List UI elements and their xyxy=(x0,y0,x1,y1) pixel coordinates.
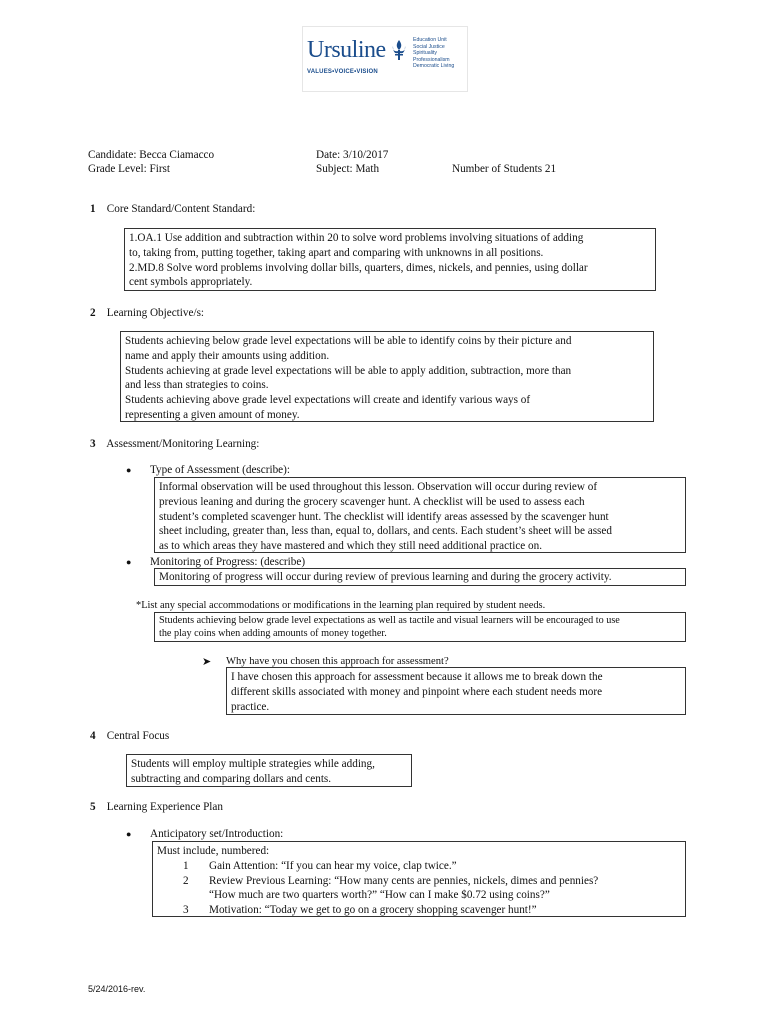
section-3-heading: 3 Assessment/Monitoring Learning: xyxy=(90,438,260,450)
bullet-icon: ● xyxy=(126,557,132,567)
list-item: 2 Review Previous Learning: “How many cents are pennies, nickels, dimes and pennies? xyxy=(183,874,599,887)
learning-objectives-box: Students achieving below grade level expectations will be able to identify coins by their picture and name and apply their amounts using addition. Students achieving at grade level expectations will be able to apply addition, subtraction, more than and less than strategies to coins. Students achieving above grade level expectations will create and identify various ways of representing a given amount of money. xyxy=(120,331,654,422)
monitoring-box: Monitoring of progress will occur during review of previous learning and during the grocery activity. xyxy=(154,568,686,586)
logo-tagline: VALUES•VOICE•VISION xyxy=(307,69,378,75)
central-focus-box: Students will employ multiple strategies while adding, subtracting and comparing dollars and cents. xyxy=(126,754,412,787)
anticipatory-set-box: Must include, numbered: 1 Gain Attention: “If you can hear my voice, clap twice.” 2 Review Previous Learning: “How many cents are pennies, nickels, dimes and pennies? “How much are two quarters worth?” “How can I make $0.72 using coins?” 3 Motivation: “Today we get to go on a grocery shopping scavenger hunt!” xyxy=(152,841,686,917)
lesson-date: Date: 3/10/2017 xyxy=(316,149,389,161)
lesson-subject: Subject: Math xyxy=(316,163,380,175)
logo-wordmark: Ursuline xyxy=(307,37,386,63)
bullet-icon: ● xyxy=(126,829,132,839)
arrowhead-bullet-icon: ➤ xyxy=(202,656,212,668)
why-approach-label: Why have you chosen this approach for assessment? xyxy=(226,656,449,667)
student-count: Number of Students 21 xyxy=(452,163,557,175)
section-2-heading: 2 Learning Objective/s: xyxy=(90,307,205,319)
section-4-heading: 4 Central Focus xyxy=(90,730,170,742)
why-approach-box: I have chosen this approach for assessment because it allows me to break down the different skills associated with money and pinpoint where each student needs more practice. xyxy=(226,667,686,715)
accommodations-label: *List any special accommodations or modifications in the learning plan required by student needs. xyxy=(136,600,546,611)
section-1-heading: 1 Core Standard/Content Standard: xyxy=(90,203,256,215)
ursuline-logo xyxy=(302,26,468,92)
list-item: “How much are two quarters worth?” “How can I make $0.72 using coins?” xyxy=(209,889,550,902)
fleur-de-lis-icon xyxy=(391,39,407,61)
assessment-type-box: Informal observation will be used throughout this lesson. Observation will occur during review of previous leaning and during the grocery scavenger hunt. A checklist will be used to assess each student’s completed scavenger hunt. The checklist will identify areas assessed by the scavenger hunt sheet including, greater than, less than, equal to, dollars, and cents. Each student’s sheet will be assed as to which areas they have mastered and which they still need additional practice on. xyxy=(154,477,686,553)
monitoring-label: Monitoring of Progress: (describe) xyxy=(150,556,306,568)
logo-values: Education Unit Social Justice Spirituality Professionalism Democratic Living xyxy=(413,37,455,69)
revision-footer: 5/24/2016-rev. xyxy=(88,984,146,994)
core-standard-box: 1.OA.1 Use addition and subtraction within 20 to solve word problems involving situations of adding to, taking from, putting together, taking apart and comparing with unknowns in all positions. 2.MD.8 Solve word problems involving dollar bills, quarters, dimes, nickels, and pennies, using dollar cent symbols appropriately. xyxy=(124,228,656,291)
list-item: 3 Motivation: “Today we get to go on a grocery shopping scavenger hunt!” xyxy=(183,904,537,917)
accommodations-box: Students achieving below grade level expectations as well as tactile and visual learners will be encouraged to use the play coins when adding amounts of money together. xyxy=(154,612,686,642)
grade-level: Grade Level: First xyxy=(88,163,171,175)
section-5-heading: 5 Learning Experience Plan xyxy=(90,801,223,813)
bullet-icon: ● xyxy=(126,465,132,475)
assessment-type-label: Type of Assessment (describe): xyxy=(150,464,290,476)
candidate-name: Candidate: Becca Ciamacco xyxy=(88,149,215,161)
list-item: 1 Gain Attention: “If you can hear my voice, clap twice.” xyxy=(183,859,457,872)
anticipatory-set-label: Anticipatory set/Introduction: xyxy=(150,828,284,840)
